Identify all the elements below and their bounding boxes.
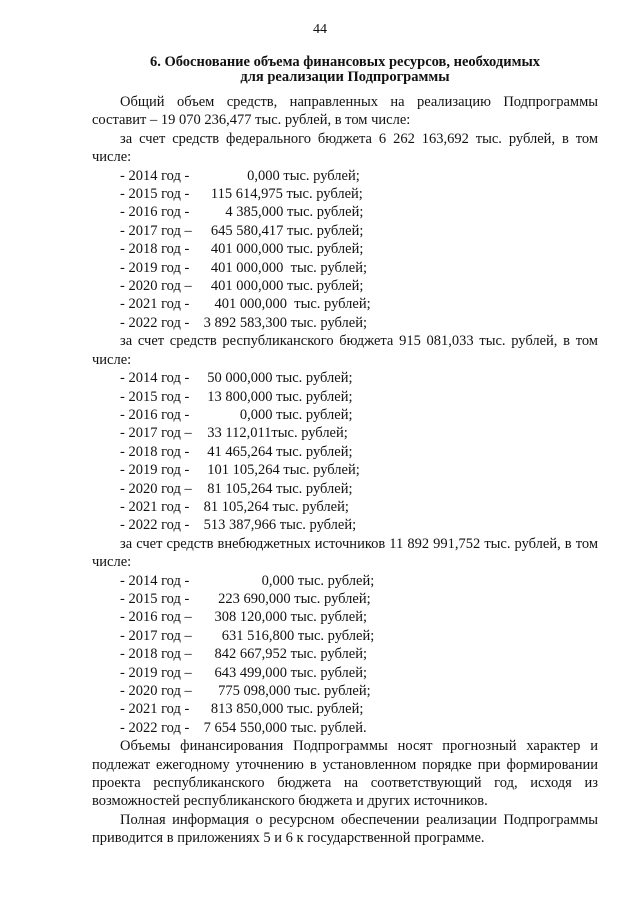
list-item: - 2014 год - 0,000 тыс. рублей; <box>120 572 375 589</box>
list-item: - 2021 год - 401 000,000 тыс. рублей; <box>120 296 371 313</box>
list-item: - 2022 год - 3 892 583,300 тыс. рублей; <box>120 314 367 331</box>
federal-budget-list <box>92 167 598 333</box>
total-volume-paragraph: Общий объем средств, направленных на реализацию Подпрограммы составит – 19 070 236,477 тыс. рублей, в том числе: <box>92 94 598 129</box>
list-item: - 2014 год - 50 000,000 тыс. рублей; <box>120 370 353 387</box>
offbudget-sources-list <box>92 572 598 738</box>
offbudget-sources-heading: за счет средств внебюджетных источников 11 892 991,752 тыс. рублей, в том числе: <box>92 535 598 571</box>
list-item: - 2017 год – 631 516,800 тыс. рублей; <box>120 627 375 644</box>
list-item: - 2021 год - 813 850,000 тыс. рублей; <box>120 701 364 718</box>
list-item: - 2018 год – 842 667,952 тыс. рублей; <box>120 646 367 663</box>
list-item: - 2017 год – 33 112,011тыс. рублей; <box>120 425 348 442</box>
list-item: - 2015 год - 115 614,975 тыс. рублей; <box>120 186 363 203</box>
list-item: - 2017 год – 645 580,417 тыс. рублей; <box>120 222 364 239</box>
list-item: - 2022 год - 7 654 550,000 тыс. рублей. <box>120 719 367 736</box>
appendix-note-paragraph: Полная информация о ресурсном обеспечении реализации Подпрограммы приводится в приложениях 5 и 6 к государственной программе. <box>92 811 598 847</box>
list-item: - 2021 год - 81 105,264 тыс. рублей; <box>120 498 349 515</box>
section-title-line-1: 6. Обоснование объема финансовых ресурсов, необходимых <box>149 54 541 70</box>
forecast-note-paragraph: Объемы финансирования Подпрограммы носят прогнозный характер и подлежат ежегодному уточнению в установленном порядке при формировании проекта республиканского бюджета на соответствующий год, исходя из возможностей республиканского бюджета и других источников. <box>92 738 598 810</box>
list-item: - 2022 год - 513 387,966 тыс. рублей; <box>120 517 357 534</box>
list-item: - 2015 год - 223 690,000 тыс. рублей; <box>120 590 371 607</box>
list-item: - 2020 год – 401 000,000 тыс. рублей; <box>120 278 364 295</box>
list-item: - 2020 год – 81 105,264 тыс. рублей; <box>120 480 353 497</box>
list-item: - 2020 год – 775 098,000 тыс. рублей; <box>120 683 371 699</box>
list-item: - 2018 год - 401 000,000 тыс. рублей; <box>120 241 364 258</box>
list-item: - 2016 год - 4 385,000 тыс. рублей; <box>120 204 364 221</box>
list-item: - 2019 год - 401 000,000 тыс. рублей; <box>120 259 367 276</box>
list-item: - 2016 год - 0,000 тыс. рублей; <box>120 406 353 423</box>
list-item: - 2018 год - 41 465,264 тыс. рублей; <box>120 443 353 460</box>
page-number: 44 <box>313 22 327 37</box>
document-body <box>92 93 598 848</box>
list-item: - 2016 год – 308 120,000 тыс. рублей; <box>120 609 367 626</box>
list-item: - 2015 год - 13 800,000 тыс. рублей; <box>120 388 353 405</box>
section-title <box>92 55 598 85</box>
list-item: - 2014 год - 0,000 тыс. рублей; <box>120 167 360 184</box>
list-item: - 2019 год – 643 499,000 тыс. рублей; <box>120 664 367 681</box>
federal-budget-heading: за счет средств федерального бюджета 6 262 163,692 тыс. рублей, в том числе: <box>92 130 598 166</box>
republic-budget-heading: за счет средств республиканского бюджета 915 081,033 тыс. рублей, в том числе: <box>92 333 598 368</box>
section-title-line-2: для реализации Подпрограммы <box>240 69 450 85</box>
republic-budget-list <box>92 369 598 535</box>
list-item: - 2019 год - 101 105,264 тыс. рублей; <box>120 462 360 479</box>
